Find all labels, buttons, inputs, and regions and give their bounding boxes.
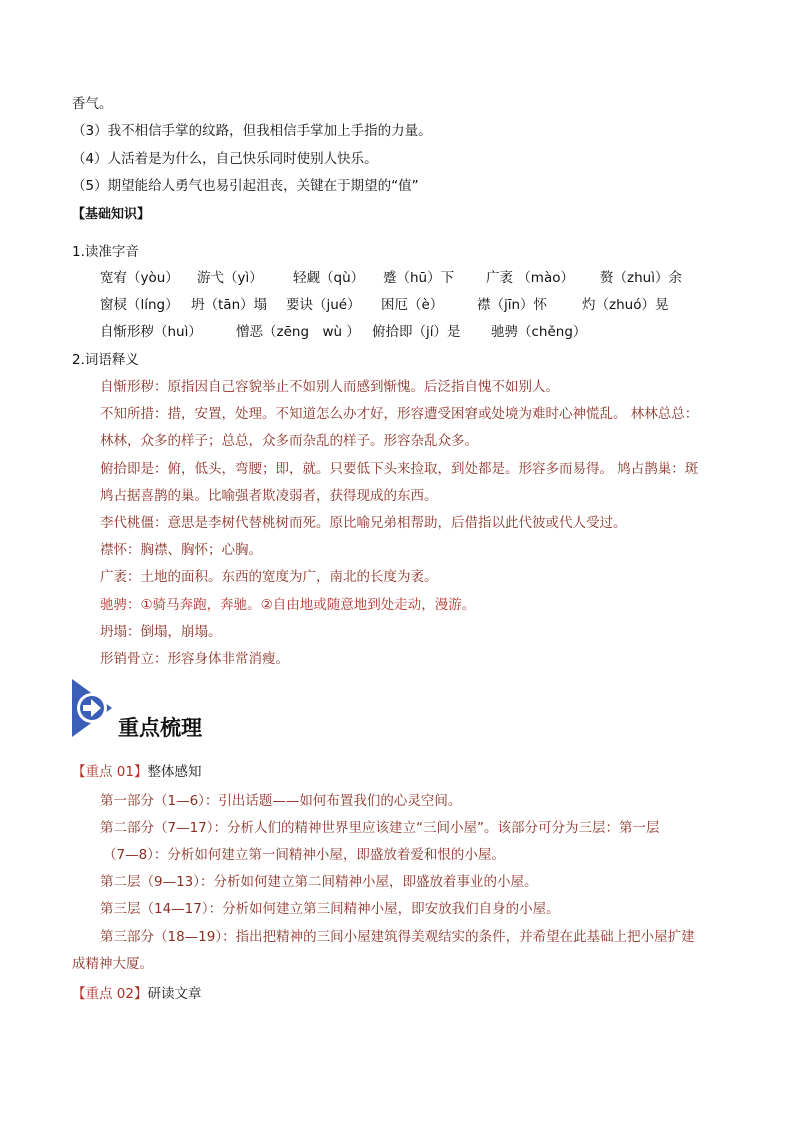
section-heading — [70, 675, 370, 745]
keypoint-2-heading — [72, 984, 201, 1004]
definition-line: 李代桃僵：意思是李树代替桃树而死。原比喻兄弟相帮助，后借指以此代彼或代人受过。 — [100, 515, 627, 531]
definition-line: 广袤：土地的面积。东西的宽度为广，南北的长度为袤。 — [100, 569, 438, 585]
keypoint-title: 整体感知 — [147, 764, 202, 780]
pinyin-item: 轻觑（qù） — [293, 270, 365, 286]
intro-line-3: （4）人活着是为什么，自己快乐同时使别人快乐。 — [72, 151, 378, 167]
keypoint-paragraph: 第一部分（1—6）：引出话题——如何布置我们的心灵空间。 — [100, 793, 462, 809]
pronunciation-title: 1.读准字音 — [72, 244, 139, 260]
keypoint-paragraph: 第二部分（7—17）：分析人们的精神世界里应该建立“三间小屋”。该部分可分为三层：第一层 — [100, 820, 660, 836]
keypoint-title: 研读文章 — [147, 986, 202, 1002]
pinyin-item: 要诀（jué） — [286, 297, 361, 313]
pinyin-item: 困厄（è） — [381, 297, 444, 313]
basics-title: 【基础知识】 — [72, 207, 151, 222]
pinyin-item: 灼（zhuó）晃 — [582, 297, 669, 313]
pinyin-item: 游弋（yì） — [197, 270, 263, 286]
definition-line: 形销骨立：形容身体非常消瘦。 — [100, 651, 289, 667]
intro-line-1: 香气。 — [72, 96, 113, 112]
arrow-circle-icon — [70, 675, 116, 741]
definition-line: 鸠占据喜鹊的巢。比喻强者欺凌弱者，获得现成的东西。 — [100, 488, 438, 504]
definition-line: 襟怀：胸襟、胸怀；心胸。 — [100, 542, 262, 558]
intro-line-2: （3）我不相信手掌的纹路，但我相信手掌加上手指的力量。 — [72, 123, 432, 139]
definition-line: 坍塌：倒塌，崩塌。 — [100, 624, 222, 640]
keypoint-tag: 【重点 02】 — [72, 986, 148, 1002]
pinyin-item: 驰骋（chěng） — [491, 324, 587, 340]
pinyin-item: 襟（jīn）怀 — [477, 297, 548, 313]
keypoint-paragraph: （7—8）：分析如何建立第一间精神小屋，即盛放着爱和恨的小屋。 — [103, 847, 505, 863]
pinyin-item: 憎恶（zēng wù ） — [236, 324, 360, 340]
pinyin-item: 赘（zhuì）余 — [600, 270, 682, 286]
definition-line: 自惭形秽：原指因自己容貌举止不如别人而感到惭愧。后泛指自愧不如别人。 — [100, 379, 559, 395]
pinyin-item: 蹙（hū）下 — [383, 270, 455, 286]
definitions-title: 2.词语释义 — [72, 352, 139, 368]
definition-line: 不知所措：措，安置，处理。不知道怎么办才好，形容遭受困窘或处境为难时心神慌乱。 林林总总： — [100, 406, 699, 422]
keypoint-paragraph: 第二层（9—13）：分析如何建立第二间精神小屋，即盛放着事业的小屋。 — [100, 874, 538, 890]
pinyin-item: 自惭形秽（huì） — [100, 324, 202, 340]
pinyin-item: 宽宥（yòu） — [100, 270, 179, 286]
keypoint-tag: 【重点 01】 — [72, 764, 148, 780]
definition-chicheng: 驰骋：①骑马奔跑，奔驰。②自由地或随意地到处走动，漫游。 — [100, 597, 476, 613]
pinyin-item: 广袤 （mào） — [486, 270, 574, 286]
pinyin-item: 坍（tān）塌 — [191, 297, 268, 313]
keypoint-paragraph: 第三部分（18—19）：指出把精神的三间小屋建筑得美观结实的条件，并希望在此基础上把小屋扩建 — [100, 929, 695, 945]
definition-line: 林林，众多的样子；总总，众多而杂乱的样子。形容杂乱众多。 — [100, 433, 478, 449]
pinyin-item: 窗棂（líng） — [100, 297, 179, 313]
keypoint-1-heading — [72, 762, 201, 782]
pinyin-item: 俯拾即（jí）是 — [372, 324, 461, 340]
intro-line-4: （5）期望能给人勇气也易引起沮丧，关键在于期望的“值” — [72, 178, 419, 194]
definition-line: 俯拾即是：俯，低头，弯腰；即，就。只要低下头来捡取，到处都是。形容多而易得。 鸠占鹊巢：斑 — [100, 461, 699, 477]
section-title: 重点梳理 — [118, 716, 202, 740]
keypoint-paragraph: 成精神大厦。 — [72, 956, 153, 972]
keypoint-paragraph: 第三层（14—17）：分析如何建立第三间精神小屋，即安放我们自身的小屋。 — [100, 901, 560, 917]
